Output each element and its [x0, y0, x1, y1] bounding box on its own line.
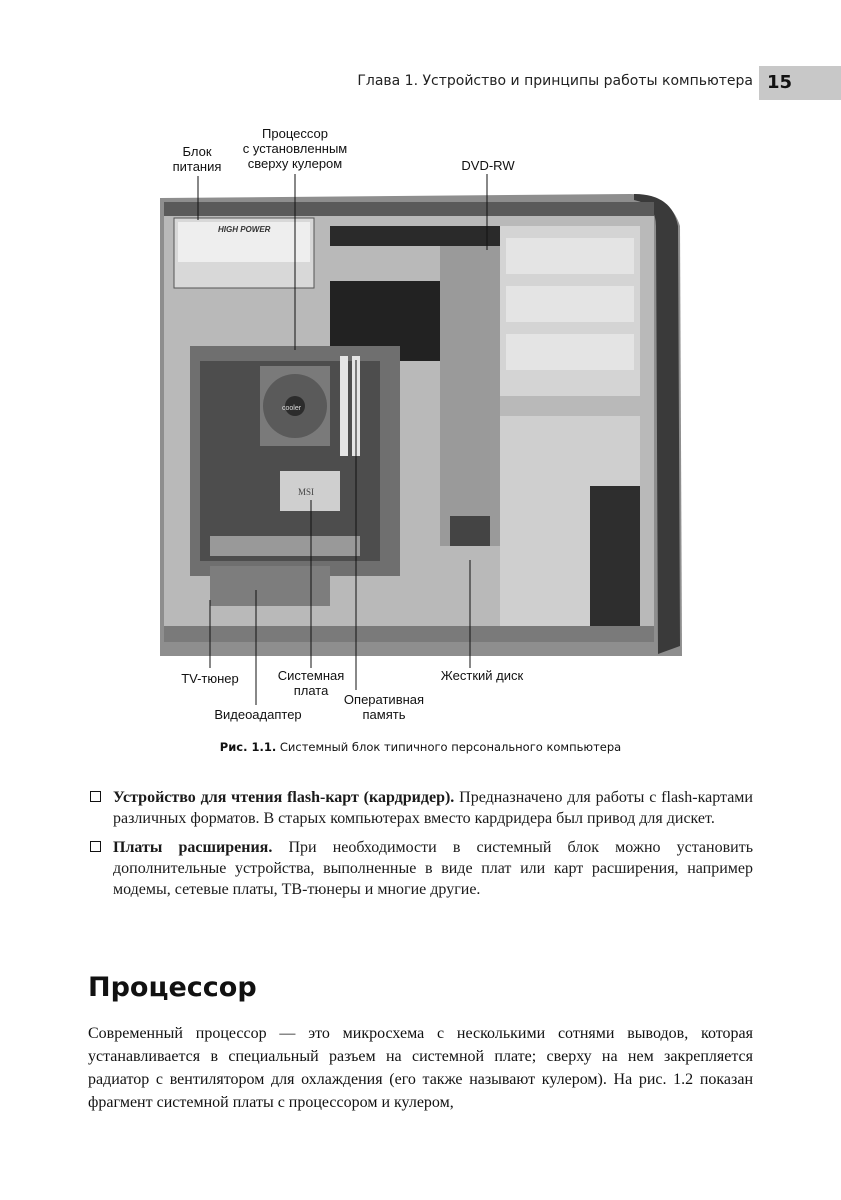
checkbox-bullet-icon [90, 791, 101, 802]
callout-ram: Оперативная память [343, 692, 425, 722]
callout-dvd: DVD-RW [461, 158, 515, 173]
bullet-title: Платы расширения. [113, 839, 273, 856]
callout-cpu: Процессор с установленным сверху кулером [242, 126, 348, 171]
chipset-brand-label: MSI [298, 487, 315, 497]
figure-caption [0, 740, 841, 754]
bullet-text: При необходимости в системный блок можно установить дополнительные устройства, выполненные в виде плат или карт расширения, например модемы, сетевые платы, ТВ-тюнеры и многие другие. [113, 839, 753, 898]
callout-hdd: Жесткий диск [440, 668, 524, 683]
callout-tv-tuner: TV-тюнер [181, 671, 239, 686]
bullet-list [88, 787, 753, 908]
body-paragraph: Современный процессор — это микросхема с несколькими сотнями выводов, которая устанавливается в специальный разъем на системной плате; сверху на нем закрепляется радиатор с вентилятором для охлаждения (его также называют кулером). На рис. 1.2 показан фрагмент системной платы с процессором и кулером, [88, 1025, 753, 1111]
callout-psu: Блок питания [172, 144, 222, 174]
bullet-text: Предназначено для работы с flash-картами различных форматов. В старых компьютерах вместо кардридера был привод для дискет. [113, 789, 753, 827]
chapter-title: Глава 1. Устройство и принципы работы компьютера [357, 73, 753, 89]
callout-leader-lines [0, 120, 841, 760]
psu-brand-label: HIGH POWER [218, 225, 271, 234]
callout-video-adapter: Видеоадаптер [214, 707, 302, 722]
figure-1-1 [0, 120, 841, 760]
checkbox-bullet-icon [90, 841, 101, 852]
page-header [0, 66, 841, 100]
list-item [88, 837, 753, 900]
callout-motherboard: Системная плата [277, 668, 345, 698]
bullet-title: Устройство для чтения flash-карт (кардридер). [113, 789, 455, 806]
cooler-brand-label: cooler [282, 405, 302, 412]
caption-label: Рис. 1.1. [219, 740, 277, 754]
page-number: 15 [759, 66, 841, 100]
list-item [88, 787, 753, 829]
section-heading: Процессор [88, 972, 257, 1003]
caption-text: Системный блок типичного персонального компьютера [279, 740, 622, 754]
